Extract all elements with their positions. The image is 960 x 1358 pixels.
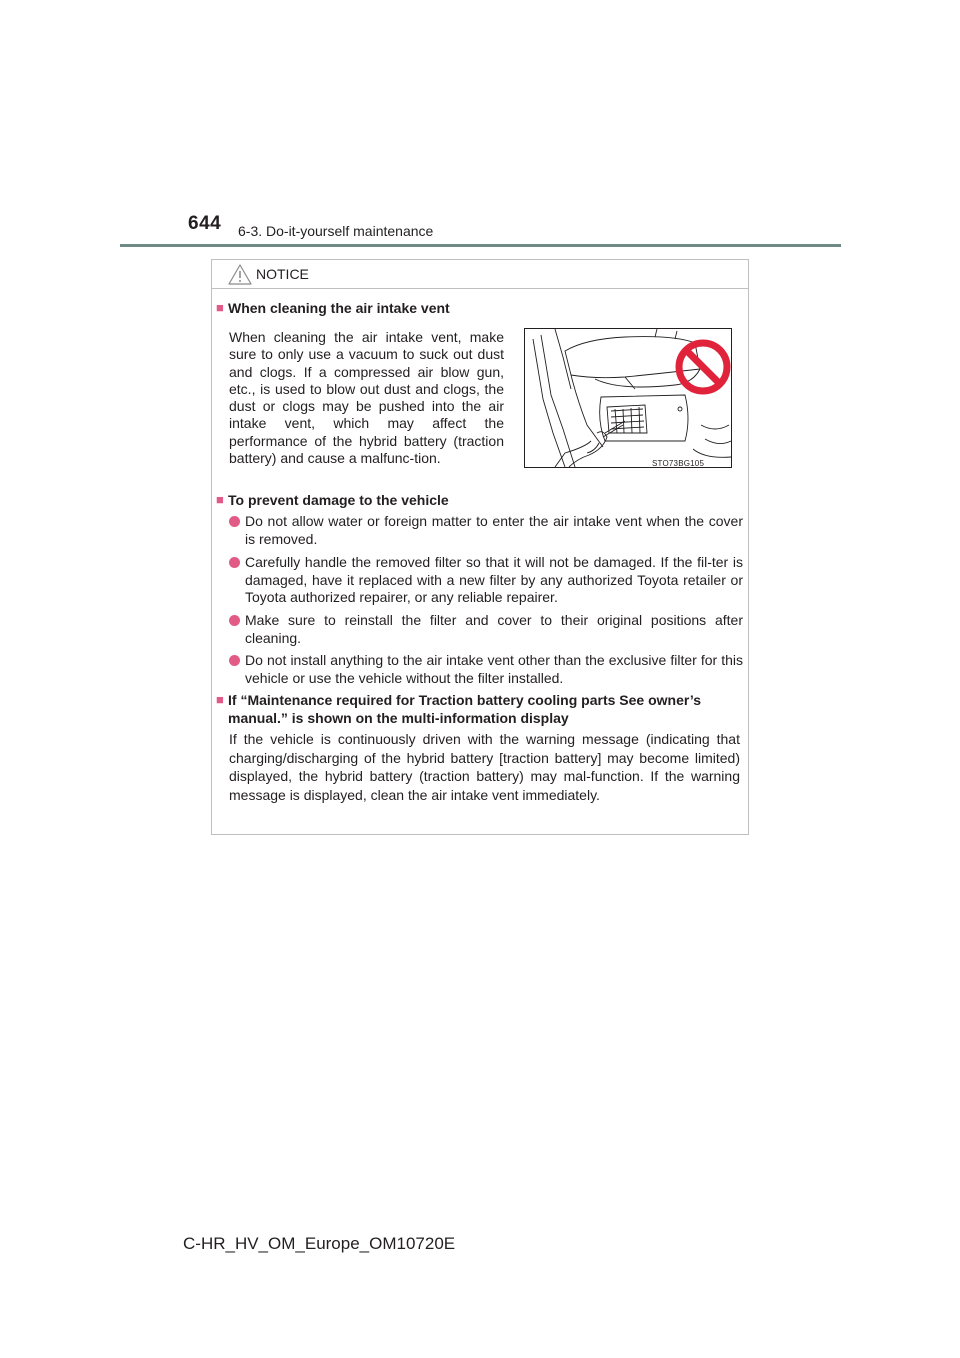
square-bullet-icon: ■ [216, 300, 224, 315]
list-item-text: Make sure to reinstall the filter and cover to their original positions after cleaning. [245, 612, 743, 646]
list-item-text: Do not install anything to the air intake vent other than the exclusive filter for this vehicle or use the vehicle without the filter installed. [245, 652, 743, 686]
vent-cleaning-illustration [525, 329, 731, 467]
section-heading-prevent-damage [216, 491, 736, 509]
warning-triangle-icon [228, 264, 252, 285]
section-heading-air-intake [216, 299, 736, 317]
notice-title: NOTICE [256, 266, 309, 282]
section-heading-text: To prevent damage to the vehicle [228, 492, 449, 508]
air-intake-paragraph: When cleaning the air intake vent, make sure to only use a vacuum to suck out dust and clogs. If a compressed air blow gun, etc., is used to blow out dust and clogs, the dust or clogs may be pushed into the air intake vent, which may affect the performance of the hybrid battery (traction battery) and cause a malfunc-tion. [229, 329, 504, 467]
bullet-dot-icon [229, 557, 240, 568]
square-bullet-icon: ■ [216, 692, 224, 707]
section-heading-maintenance-message [216, 691, 743, 727]
notice-header [212, 260, 748, 289]
list-item-text: Carefully handle the removed filter so that it will not be damaged. If the fil-ter is damaged, have it replaced with a new filter by any authorized Toyota retailer or Toyota authorized repairer, or any reliable repairer. [245, 554, 743, 606]
page-number: 644 [188, 213, 222, 234]
maintenance-message-paragraph: If the vehicle is continuously driven with the warning message (indicating that charging/discharging of the hybrid battery [traction battery] may become limited) displayed, the hybrid battery (traction battery) may mal-function. If the warning message is displayed, clean the air intake vent immediately. [229, 731, 740, 804]
list-item-text: Do not allow water or foreign matter to enter the air intake vent when the cover is removed. [245, 513, 743, 547]
section-heading-text: When cleaning the air intake vent [228, 300, 450, 316]
list-item [229, 513, 743, 548]
section-heading-text: If “Maintenance required for Traction battery cooling parts See owner’s manual.” is shown on the multi-information display [228, 692, 701, 726]
document-id: C-HR_HV_OM_Europe_OM10720E [183, 1234, 456, 1253]
vacuum-illustration [524, 328, 732, 468]
prohibited-icon [679, 343, 727, 391]
bullet-dot-icon [229, 655, 240, 666]
square-bullet-icon: ■ [216, 492, 224, 507]
illustration-code: STO73BG105 [652, 459, 705, 468]
section-title: 6-3. Do-it-yourself maintenance [238, 223, 434, 239]
bullet-dot-icon [229, 516, 240, 527]
list-item [229, 652, 743, 687]
list-item [229, 612, 743, 647]
bullet-dot-icon [229, 615, 240, 626]
header-divider [120, 244, 841, 247]
list-item [229, 554, 743, 607]
